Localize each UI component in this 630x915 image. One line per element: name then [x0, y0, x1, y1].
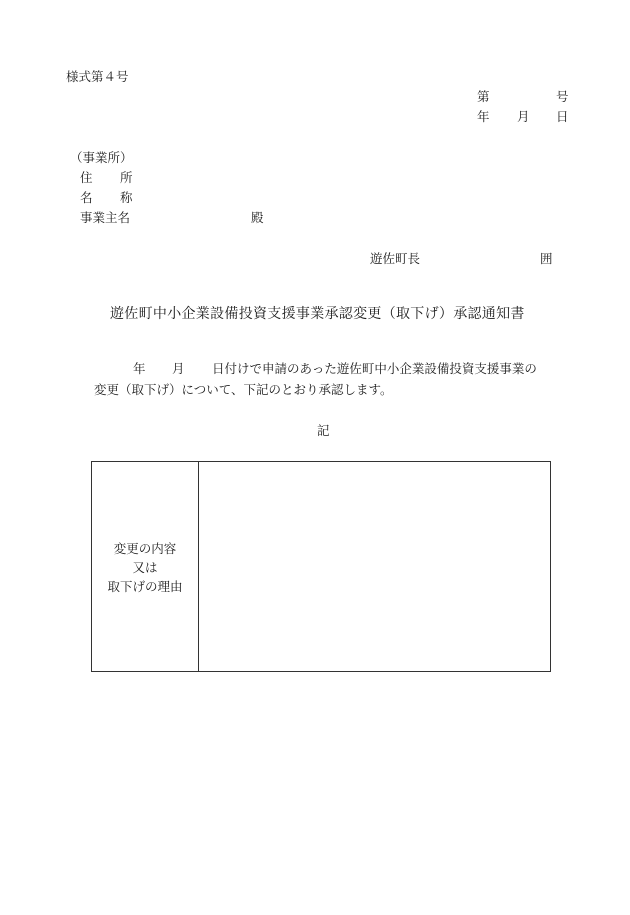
table-label-line3: 取下げの理由	[107, 579, 183, 594]
issuer-title: 遊佐町長	[370, 251, 421, 266]
table-label-line1: 変更の内容	[113, 541, 177, 556]
owner-label: 事業主名	[80, 210, 131, 225]
address-label-1: 住	[80, 170, 93, 185]
document-title: 遊佐町中小企業設備投資支援事業承認変更（取下げ）承認通知書	[110, 306, 525, 322]
ki-heading: 記	[317, 423, 330, 438]
seal-mark: 囲	[540, 251, 553, 266]
name-label-1: 名	[80, 190, 93, 205]
body-line2: 変更（取下げ）について、下記のとおり承認します。	[94, 382, 393, 397]
date-day: 日	[556, 109, 569, 124]
table-label-line2: 又は	[132, 560, 158, 575]
date-year: 年	[477, 109, 490, 124]
name-label-2: 称	[120, 190, 133, 205]
form-number: 様式第４号	[66, 69, 129, 84]
date-month: 月	[517, 109, 530, 124]
body-line1-rest: 日付けで申請のあった遊佐町中小企業設備投資支援事業の	[212, 361, 537, 376]
address-label-2: 所	[120, 170, 133, 185]
honorific: 殿	[251, 210, 264, 225]
table-content-cell[interactable]	[199, 462, 550, 671]
recipient-section: （事業所）	[70, 150, 133, 165]
doc-number-prefix: 第	[477, 89, 490, 104]
reason-table	[91, 461, 551, 672]
body-month: 月	[172, 361, 185, 376]
doc-number-suffix: 号	[556, 89, 569, 104]
body-year: 年	[133, 361, 146, 376]
